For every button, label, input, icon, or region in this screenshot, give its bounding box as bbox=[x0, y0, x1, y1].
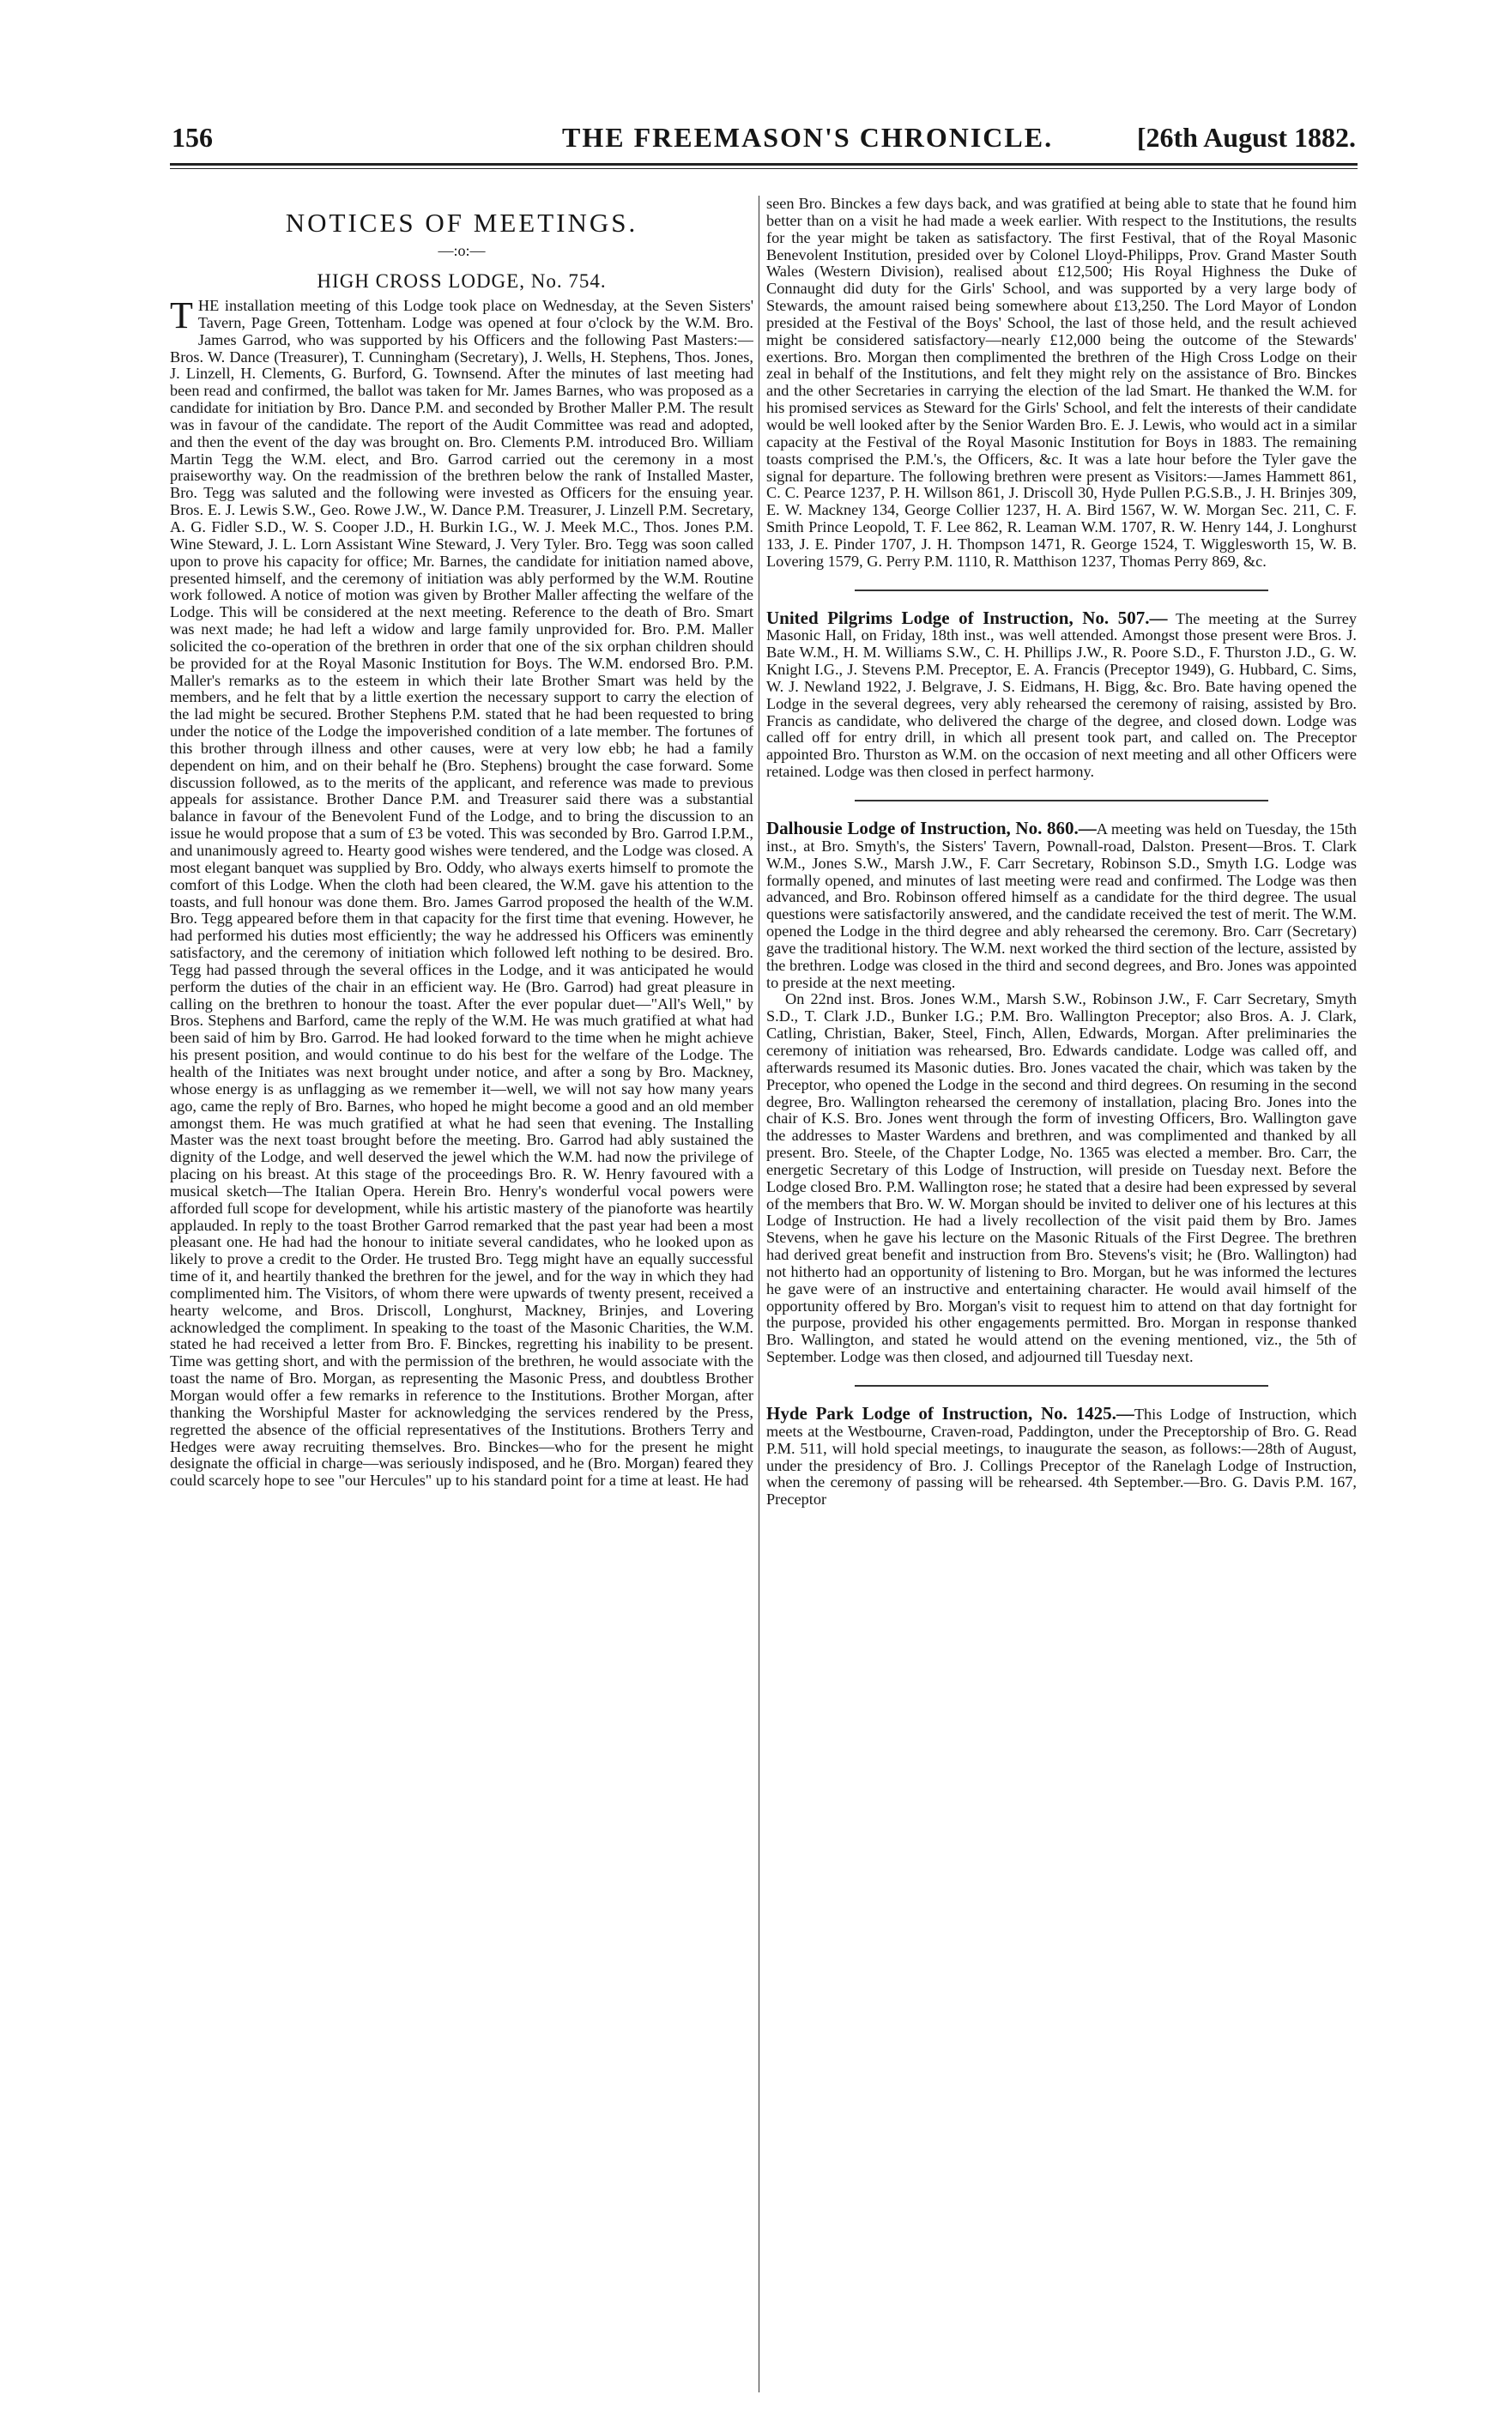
title-separator: —:o:— bbox=[438, 242, 486, 259]
section-title: NOTICES OF MEETINGS. bbox=[285, 208, 638, 238]
high-cross-report bbox=[170, 294, 753, 1490]
pilgrims-heading: United Pilgrims Lodge of Instruction, No. 507.— bbox=[766, 607, 1168, 628]
high-cross-text: HE installation meeting of this Lodge took place on Wednesday, at the Seven Sisters' Tavern, Page Green, Tottenham. Lodge was opened at four o'clock by the W.M. Bro. James Garrod, who was supported by his Officers and the following Past Masters:—Bros. W. Dance (Treasurer), T. Cunningham (Secretary), J. Wells, H. Stephens, Thos. Jones, J. Linzell, H. Clements, G. Burford, G. Townsend. After the minutes of last meeting had been read and confirmed, the ballot was taken for Mr. James Barnes, who was proposed as a candidate for initiation by Bro. Dance P.M. and seconded by Brother Maller P.M. The result was in favour of the candidate. The report of the Audit Committee was read and adopted, and then the event of the day was brought on. Bro. Clements P.M. introduced Bro. William Martin Tegg the W.M. elect, and Bro. Garrod carried out the ceremony in a most praiseworthy way. On the readmission of the brethren below the rank of Installed Master, Bro. Tegg was saluted and the following were invested as Officers for the ensuing year. Bros. E. J. Lewis S.W., Geo. Rowe J.W., W. Dance P.M. Treasurer, J. Linzell P.M. Secretary, A. G. Fidler S.D., W. S. Cooper J.D., H. Burkin I.G., W. J. Meek M.C., Thos. Jones P.M. Wine Steward, J. L. Lorn Assistant Wine Steward, J. Very Tyler. Bro. Tegg was soon called upon to prove his capacity for office; Mr. Barnes, the candidate for initiation named above, presented himself, and the ceremony of initiation was ably performed by the W.M. Routine work followed. A notice of motion was given by Brother Maller affecting the welfare of the Lodge. This will be considered at the next meeting. Reference to the death of Bro. Smart was next made; he had left a widow and large family unprovided for. Bro. P.M. Maller solicited the co-operation of the brethren in order that one of the six orphan children should be provided for at the Royal Masonic Institution for Boys. The W.M. endorsed Bro. P.M. Maller's remarks as to the esteem in which their late Brother Smart was held by the members, and he felt that by a little exertion the necessary support to carry the election of the lad might be secured. Brother Stephens P.M. stated that he had been requested to bring under the notice of the Lodge the impoverished condition of a late member. The fortunes of this brother through illness and other causes, were at very low ebb; he had a family dependent on him, and on their behalf he (Bro. Stephens) brought the case forward. Some discussion followed, as to the merits of the applicant, and reference was made to previous appeals for assistance. Brother Dance P.M. and Treasurer said there was a substantial balance in favour of the Benevolent Fund of the Lodge, and to bring the discussion to an issue he would propose that a sum of £3 be voted. This was seconded by Bro. Garrod I.P.M., and unanimously agreed to. Hearty good wishes were tendered, and the Lodge was closed. A most elegant banquet was supplied by Bro. Oddy, who always exerts himself to promote the comfort of this Lodge. When the cloth had been cleared, the W.M. gave his attention to the toasts, and full honour was done them. Bro. James Garrod proposed the health of the W.M. Bro. Tegg appeared before them in that capacity for the first time that evening. However, he had performed his duties most efficiently; the way he addressed his Officers was eminently satisfactory, and the ceremony of initiation which followed left nothing to be desired. Bro. Tegg had passed through the several offices in the Lodge, and it was anticipated he would perform the duties of the chair in an efficient way. He (Bro. Garrod) had great pleasure in calling on the brethren to honour the toast. After the ever popular duet—"All's Well," by Bros. Stephens and Barford, came the reply of the W.M. He was much gratified at what had been said of him by Bro. Garrod. He had looked forward to the time when he might achieve his present position, and would continue to do his best for the welfare of the Lodge. The health of the Initiates was next brought under notice, and after a song by Bro. Mackney, whose energy is as unflagging as we remember it—well, we will not say how many years ago, came the reply of Bro. Barnes, who hoped he might become a good and an old member amongst them. He was much gratified at what he had seen that evening. The Installing Master was the next toast brought before the meeting. Bro. Garrod had ably sustained the dignity of the Lodge, and well deserved the jewel which the W.M. had now the privilege of placing on his breast. At this stage of the proceedings Bro. R. W. Henry favoured with a musical sketch—The Italian Opera. Herein Bro. Henry's wonderful vocal powers were afforded full scope for development, while his artistic mastery of the pianoforte was heartily applauded. In reply to the toast Brother Garrod remarked that the past year had been a most pleasant one. He had had the honour to initiate several candidates, who he looked upon as likely to prove a credit to the Order. He trusted Bro. Tegg might have an equally successful time of it, and heartily thanked the brethren for the jewel, and for the way in which they had complimented him. The Visitors, of whom there were upwards of twenty present, received a hearty welcome, and Bros. Driscoll, Longhurst, Mackney, Brinjes, and Lovering acknowledged the compliment. In speaking to the toast of the Masonic Charities, the W.M. stated he had received a letter from Bro. F. Binckes, regretting his inability to be present. Time was getting short, and with the permission of the brethren, he would associate with the toast the name of Bro. Morgan, as representing the Masonic Press, and doubtless Brother Morgan would offer a few remarks in reference to the Institutions. Brother Morgan, after thanking the Worshipful Master for acknowledging the services rendered by the Press, regretted the absence of the official representatives of the Institutions. Brothers Terry and Hedges were away recruiting themselves. Bro. Binckes—who for the present he might designate the official in charge—was seriously indisposed, and he (Bro. Morgan) feared they could scarcely hope to see "our Hercules" up to his standard point for a time at least. He had bbox=[170, 297, 753, 1490]
drop-cap: T bbox=[170, 294, 193, 336]
header-rule bbox=[170, 163, 1358, 166]
dalhousie-heading: Dalhousie Lodge of Instruction, No. 860.— bbox=[766, 818, 1097, 838]
high-cross-continuation: seen Bro. Binckes a few days back, and was gratified at being able to state that he found him better than on a visit he had made a week earlier. With respect to the Institutions, the results for the year might be taken as satisfactory. The first Festival, that of the Royal Masonic Benevolent Institution, presided over by Colonel Lloyd-Philipps, Prov. Grand Master South Wales (Western Division), realised about £12,500; His Royal Highness the Duke of Connaught did duty for the Girls' School, and was supported by a very large body of Stewards, the amount raised being somewhere about £13,250. The Lord Mayor of London presided at the Festival of the Boys' School, the last of those held, and the result achieved might be considered satisfactory—nearly £12,000 being the outcome of the Stewards' exertions. Bro. Morgan then complimented the brethren of the High Cross Lodge on their zeal in behalf of the Institutions, and felt they might rely on the assistance of Bro. Binckes and the other Secretaries in carrying the election of the lad Smart. He thanked the W.M. for his promised services as Steward for the Girls' School, and felt the interests of their candidate would be well looked after by the Senior Warden Bro. E. J. Lewis, who would act in a similar capacity at the Festival of the Royal Masonic Institution for Boys in 1883. The remaining toasts comprised the P.M.'s, the Officers, &c. It was a late hour before the Tyler gave the signal for departure. The following brethren were present as Visitors:—James Hammett 861, C. C. Pearce 1237, P. H. Willson 861, J. Driscoll 30, Hyde Pullen P.G.S.B., J. H. Brinjes 309, E. W. Mackney 134, George Collier 1237, H. A. Bird 1567, W. W. Morgan Sec. 211, C. F. Smith Prince Leopold, T. F. Lee 862, R. Leaman W.M. 1707, R. W. Henry 144, J. Longhurst 133, J. E. Pinder 1707, J. H. Thompson 1471, R. George 1524, T. Wigglesworth 15, W. B. Lovering 1579, G. Perry P.M. 1110, R. Matthison 1237, Thomas Perry 869, &c. bbox=[766, 196, 1357, 570]
article-divider bbox=[855, 1385, 1268, 1387]
dalhousie-text-2: On 22nd inst. Bros. Jones W.M., Marsh S.W., Robinson J.W., F. Carr Secretary, Smyth S.D., T. Clark J.D., Bunker I.G.; P.M. Bro. Wallington Preceptor; also Bros. A. J. Clark, Catling, Christian, Baker, Steel, Finch, Allen, Edwards, Morgan. After preliminaries the ceremony of initiation was rehearsed, Bro. Edwards candidate. Lodge was called off, and afterwards resumed its Masonic duties. Bro. Jones vacated the chair, which was taken by the Preceptor, who opened the Lodge in the second and third degrees. On resuming in the second degree, Bro. Wallington rehearsed the ceremony of installation, placing Bro. Jones into the chair of K.S. Bro. Jones went through the form of investing Officers, Bro. Wallington gave the addresses to Master Wardens and brethren, and was complimented and thanked by all present. Bro. Steele, of the Chapter Lodge, No. 1365 was elected a member. Bro. Carr, the energetic Secretary of this Lodge of Instruction, will preside on Tuesday next. Before the Lodge closed Bro. P.M. Wallington rose; he stated that a desire had been expressed by several of the members that Bro. W. W. Morgan should be invited to deliver one of his lectures at this Lodge of Instruction. He had a lively recollection of the visit paid them by Bro. James Stevens, when he gave his lecture on the Masonic Rituals of the First Degree. The brethren had derived great benefit and instruction from Bro. Stevens's visit; he (Bro. Wallington) had not hitherto had an opportunity of listening to Bro. Morgan, but he was informed the lectures he gave were of an instructive and entertaining character. He would avail himself of the opportunity offered by Bro. Morgan's visit to request him to attend on that day fortnight for the purpose, provided his other engagements permitted. Bro. Morgan in response thanked Bro. Wallington, and stated he would attend on the evening mentioned, viz., the 5th of September. Lodge was then closed, and adjourned till Tuesday next. bbox=[766, 990, 1357, 1366]
issue-date: [26th August 1882. bbox=[1136, 122, 1356, 153]
right-column bbox=[766, 196, 1357, 2405]
hyde-park-text: This Lodge of Instruction, which meets at the Westbourne, Craven-road, Paddington, under the Preceptorship of Bro. G. Read P.M. 511, will hold special meetings, to inaugurate the season, as follows:—28th of August, under the presidency of Bro. J. Collings Preceptor of the Ranelagh Lodge of Instruction, when the ceremony of passing will be rehearsed. 4th September.—Bro. G. Davis P.M. 167, Preceptor bbox=[766, 1406, 1357, 1509]
header-rule-thin bbox=[170, 168, 1358, 169]
lodge-title: HIGH CROSS LODGE, No. 754. bbox=[317, 270, 607, 292]
dalhousie-article bbox=[766, 820, 1357, 991]
article-divider bbox=[855, 590, 1268, 591]
hyde-park-article bbox=[766, 1403, 1357, 1509]
publication-title: THE FREEMASON'S CHRONICLE. bbox=[562, 122, 1054, 153]
left-column bbox=[170, 196, 753, 2405]
hyde-park-heading: Hyde Park Lodge of Instruction, No. 1425.— bbox=[766, 1403, 1134, 1424]
page-header bbox=[172, 122, 1356, 156]
pilgrims-text: The meeting at the Surrey Masonic Hall, on Friday, 18th inst., was well attended. Amongst those present were Bros. J. Bate W.M., H. M. Williams S.W., C. H. Phillips J.W., R. Poore S.D., F. Thurston J.D., G. W. Knight I.G., J. Stevens P.M. Preceptor, E. A. Francis (Preceptor 1949), G. Hubbard, C. Sims, W. J. Newland 1922, J. Belgrave, J. S. Eidmans, H. Bigg, &c. Bro. Bate having opened the Lodge in the several degrees, very ably rehearsed the ceremony of raising, assisted by Bro. Francis as candidate, who delivered the charge of the degree, and closed down. Lodge was called off for entry drill, in which all present took part, and called on. The Preceptor appointed Bro. Thurston as W.M. on the occasion of next meeting and all other Officers were retained. Lodge was then closed in perfect harmony. bbox=[766, 609, 1357, 781]
article-divider bbox=[855, 800, 1268, 801]
dalhousie-text-1: A meeting was held on Tuesday, the 15th inst., at Bro. Smyth's, the Sisters' Tavern, Pownall-road, Dalston. Present—Bros. T. Clark W.M., Jones S.W., Marsh J.W., F. Carr Secretary, Robinson S.D., Smyth I.G. Lodge was formally opened, and minutes of last meeting were read and confirmed. The Lodge was then advanced, and Bro. Robinson offered himself as a candidate for the third degree. The usual questions were satisfactorily answered, and the candidate received the test of merit. The W.M. opened the Lodge in the third degree and ably rehearsed the ceremony. Bro. Carr (Secretary) gave the traditional history. The W.M. next worked the third section of the lecture, assisted by the brethren. Lodge was closed in the third and second degrees, and Bro. Jones was appointed to preside at the next meeting. bbox=[766, 820, 1357, 991]
page-number: 156 bbox=[172, 122, 213, 153]
pilgrims-article bbox=[766, 607, 1357, 781]
